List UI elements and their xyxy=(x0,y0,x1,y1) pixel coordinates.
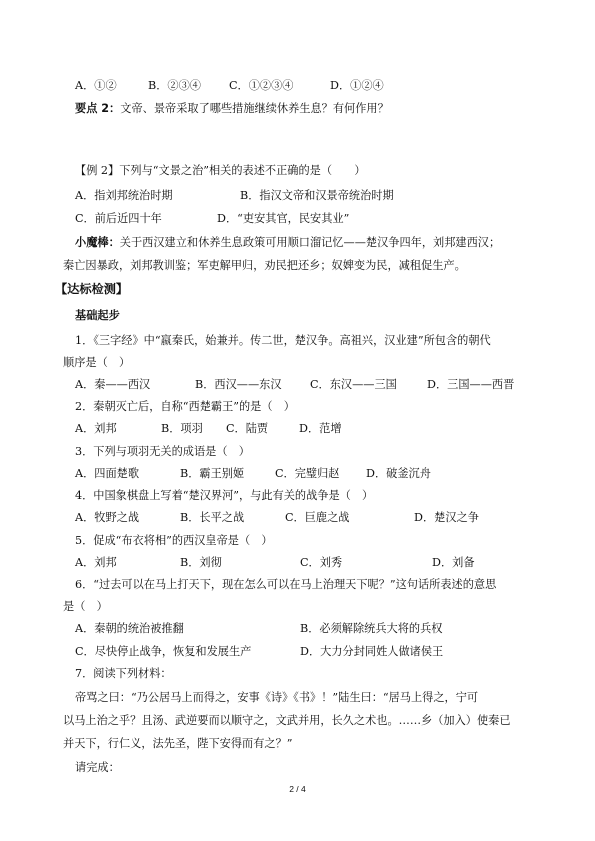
section-subtitle: 基础起步 xyxy=(75,309,120,322)
q2-stem: 2．秦朝灭亡后，自称“西楚霸王”的是（ ） xyxy=(75,400,295,413)
keypoint-2 xyxy=(75,103,389,114)
top-option-c: C．①②③④ xyxy=(229,79,294,92)
q1-option-d: D．三国——西晋 xyxy=(427,378,515,391)
magic-line-2: 秦亡因暴政，刘邦教训鉴；军吏解甲归，劝民把还乡；奴婢变为民，减租促生产。 xyxy=(63,259,466,272)
example-2-option-b: B．指汉文帝和汉景帝统治时期 xyxy=(240,189,394,202)
top-option-d: D．①②④ xyxy=(330,79,384,92)
q7-prompt: 请完成： xyxy=(75,761,120,774)
q4-option-d: D．楚汉之争 xyxy=(414,511,479,524)
example-2-option-a: A．指刘邦统治时期 xyxy=(75,189,173,202)
example-2-question: 【例 2】下列与“文景之治”相关的表述不正确的是（ ） xyxy=(75,164,366,177)
q5-option-b: B．刘彻 xyxy=(180,556,222,569)
q6-option-b: B．必须解除统兵大将的兵权 xyxy=(300,622,443,635)
magic-text-1: 关于西汉建立和休养生息政策可用顺口溜记忆——楚汉争四年，刘邦建西汉； xyxy=(119,236,501,249)
q1-option-a: A．秦——西汉 xyxy=(75,378,151,391)
q2-option-a: A．刘邦 xyxy=(75,422,117,435)
q6-option-c: C．尽快停止战争，恢复和发展生产 xyxy=(75,645,252,658)
q7-material-3: 并天下，行仁义，法先圣，陛下安得而有之？” xyxy=(63,737,293,750)
q4-option-b: B．长平之战 xyxy=(180,511,245,524)
q6-line-2: 是（ ） xyxy=(63,600,108,613)
q1-option-b: B．西汉——东汉 xyxy=(195,378,282,391)
q4-stem: 4．中国象棋盘上写着“楚汉界河”，与此有关的战争是（ ） xyxy=(75,489,374,502)
top-option-a: A．①② xyxy=(75,79,117,92)
q7-material-2: 以马上治之乎？且汤、武逆要而以顺守之，文武并用，长久之术也。……乡（加入）使秦已 xyxy=(63,714,511,727)
q2-option-b: B．项羽 xyxy=(161,422,203,435)
q2-option-d: D．范增 xyxy=(299,422,342,435)
q3-stem: 3．下列与项羽无关的成语是（ ） xyxy=(75,445,250,458)
q1-line-2: 顺序是（ ） xyxy=(63,356,131,369)
q7-stem: 7．阅读下列材料： xyxy=(75,667,172,680)
example-2-option-d: D．“吏安其官，民安其业” xyxy=(217,212,350,225)
q6-option-d: D．大力分封同姓人做诸侯王 xyxy=(300,645,444,658)
q2-option-c: C．陆贾 xyxy=(226,422,269,435)
keypoint-2-label: 要点 2： xyxy=(75,102,121,115)
q3-option-c: C．完璧归赵 xyxy=(275,467,340,480)
q3-option-a: A．四面楚歌 xyxy=(75,467,140,480)
q6-line-1: 6．“过去可以在马上打天下，现在怎么可以在马上治理天下呢？”这句话所表述的意思 xyxy=(75,578,497,591)
section-title: 【达标检测】 xyxy=(55,282,129,296)
q3-option-b: B．霸王别姬 xyxy=(180,467,245,480)
magic-line-1 xyxy=(75,237,500,248)
magic-label: 小魔棒： xyxy=(75,236,120,249)
q7-material-1: 帝骂之曰：“乃公居马上而得之，安事《诗》《书》！”陆生曰：“居马上得之，宁可 xyxy=(75,691,479,704)
q4-option-c: C．巨鹿之战 xyxy=(285,511,350,524)
q5-stem: 5．促成“布衣将相”的西汉皇帝是（ ） xyxy=(75,534,273,547)
q5-option-d: D．刘备 xyxy=(432,556,475,569)
q4-option-a: A．牧野之战 xyxy=(75,511,140,524)
keypoint-2-text: 文帝、景帝采取了哪些措施继续休养生息？有何作用？ xyxy=(120,102,389,115)
page-number: 2 / 4 xyxy=(289,784,306,794)
q1-line-1: 1．《三字经》中“嬴秦氏，始兼并。传二世，楚汉争。高祖兴，汉业建”所包含的朝代 xyxy=(75,334,491,347)
example-2-option-c: C．前后近四十年 xyxy=(75,212,162,225)
q5-option-c: C．刘秀 xyxy=(300,556,343,569)
q1-option-c: C．东汉——三国 xyxy=(310,378,397,391)
q5-option-a: A．刘邦 xyxy=(75,556,117,569)
q6-option-a: A．秦朝的统治被推翻 xyxy=(75,622,184,635)
q3-option-d: D．破釜沉舟 xyxy=(366,467,431,480)
top-option-b: B．②③④ xyxy=(148,79,201,92)
